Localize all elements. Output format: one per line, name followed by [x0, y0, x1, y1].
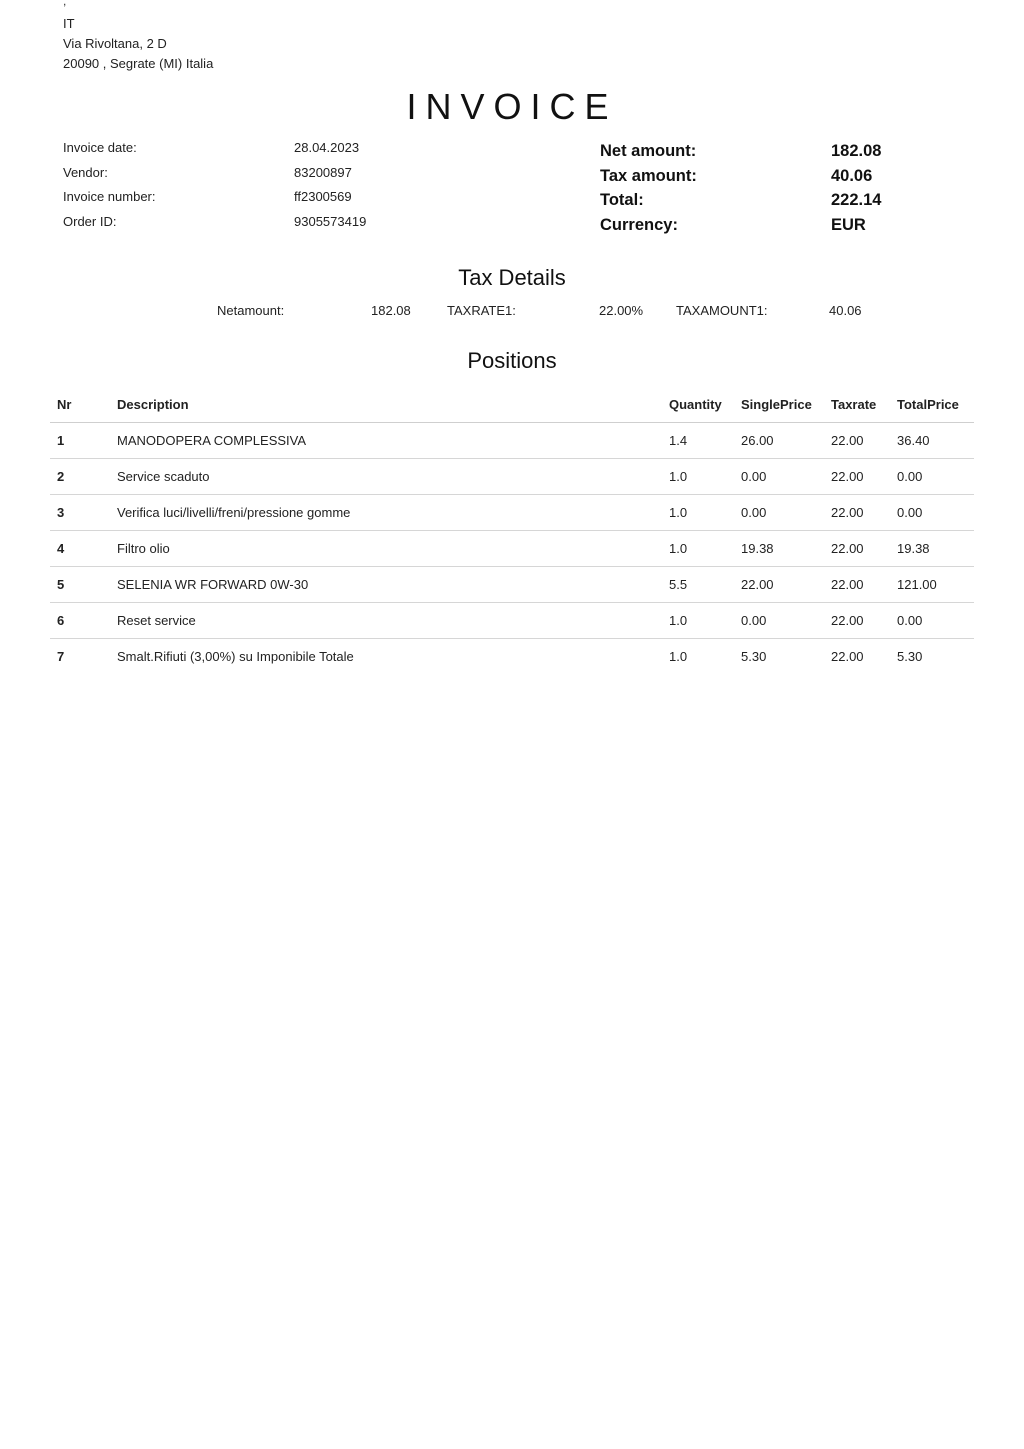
cell-single-price: 0.00: [734, 603, 824, 639]
cell-total-price: 36.40: [890, 423, 974, 459]
cell-total-price: 19.38: [890, 531, 974, 567]
cell-taxrate: 22.00: [824, 567, 890, 603]
cell-single-price: 22.00: [734, 567, 824, 603]
cell-total-price: 0.00: [890, 495, 974, 531]
table-row: [50, 639, 974, 675]
cell-quantity: 1.0: [662, 459, 734, 495]
taxamount-label: TAXAMOUNT1:: [676, 303, 768, 318]
meta-label: Vendor:: [63, 164, 108, 180]
cell-quantity: 1.0: [662, 603, 734, 639]
table-row: [50, 531, 974, 567]
cell-nr: 1: [50, 423, 110, 459]
cell-total-price: 0.00: [890, 459, 974, 495]
table-row: [50, 495, 974, 531]
meta-label: Order ID:: [63, 213, 117, 229]
cell-taxrate: 22.00: [824, 531, 890, 567]
meta-label: Invoice number:: [63, 189, 156, 204]
taxrate-value: 22.00%: [599, 303, 644, 318]
cell-description: SELENIA WR FORWARD 0W-30: [110, 567, 662, 603]
column-header-description: Description: [110, 386, 662, 423]
cell-taxrate: 22.00: [824, 495, 890, 531]
cell-taxrate: 22.00: [824, 459, 890, 495]
tax-details-row: [0, 303, 1024, 321]
top-mark: ,: [63, 0, 67, 8]
cell-nr: 7: [57, 649, 65, 664]
cell-single-price: 0.00: [734, 495, 824, 531]
cell-nr: 6: [50, 603, 110, 639]
taxrate-label: TAXRATE1:: [447, 303, 516, 318]
taxamount-value: 40.06: [829, 303, 862, 318]
cell-nr: 4: [50, 531, 110, 567]
cell-nr: 3: [50, 495, 110, 531]
summary-value: EUR: [831, 215, 866, 234]
summary-label: Tax amount:: [600, 166, 697, 185]
netamount-value: 182.08: [371, 303, 411, 318]
summary-label: Total:: [600, 191, 644, 209]
address-line: 20090 , Segrate (MI) Italia: [63, 56, 214, 71]
cell-description: Service scaduto: [110, 459, 662, 495]
tax-details-title: Tax Details: [458, 265, 566, 290]
table-row: [50, 603, 974, 639]
invoice-title: INVOICE: [406, 86, 618, 127]
cell-single-price: 26.00: [734, 423, 824, 459]
summary-label: Currency:: [600, 215, 678, 234]
cell-single-price: 19.38: [734, 531, 824, 567]
cell-description: Smalt.Rifiuti (3,00%) su Imponibile Totale: [117, 649, 354, 664]
address-line: IT: [63, 16, 75, 31]
cell-taxrate: 22.00: [824, 603, 890, 639]
cell-quantity: 5.5: [662, 567, 734, 603]
table-row: [50, 567, 974, 603]
netamount-label: Netamount:: [217, 303, 285, 318]
table-header-row: [50, 386, 974, 423]
meta-value: 28.04.2023: [294, 140, 360, 155]
summary-value: 182.08: [831, 142, 882, 160]
cell-description: Reset service: [110, 603, 662, 639]
table-row: [50, 423, 974, 459]
meta-value: 83200897: [294, 164, 352, 180]
summary-value: 40.06: [831, 166, 873, 185]
summary-value: 222.14: [831, 191, 882, 209]
positions-title: Positions: [467, 348, 557, 373]
cell-quantity: 1.4: [662, 423, 734, 459]
column-header-taxrate: Taxrate: [824, 386, 890, 423]
meta-label: Invoice date:: [63, 140, 137, 155]
cell-quantity: 1.0: [662, 495, 734, 531]
vendor-address: [63, 14, 213, 74]
meta-value: 9305573419: [294, 213, 367, 229]
cell-quantity: 1.0: [669, 649, 688, 664]
column-header-quantity: Quantity: [662, 386, 734, 423]
cell-description: MANODOPERA COMPLESSIVA: [110, 423, 662, 459]
cell-total-price: 121.00: [890, 567, 974, 603]
column-header-single-price: SinglePrice: [734, 386, 824, 423]
cell-single-price: 5.30: [741, 649, 767, 664]
cell-taxrate: 22.00: [824, 423, 890, 459]
summary-label: Net amount:: [600, 142, 697, 160]
cell-nr: 2: [50, 459, 110, 495]
table-row: [50, 459, 974, 495]
cell-total-price: 5.30: [897, 649, 923, 664]
meta-value: ff2300569: [294, 189, 352, 204]
column-header-total-price: TotalPrice: [890, 386, 974, 423]
positions-table: [50, 386, 974, 674]
cell-description: Verifica luci/livelli/freni/pressione gomme: [110, 495, 662, 531]
cell-description: Filtro olio: [110, 531, 662, 567]
cell-taxrate: 22.00: [831, 649, 864, 664]
column-header-nr: Nr: [50, 386, 110, 423]
cell-quantity: 1.0: [662, 531, 734, 567]
cell-single-price: 0.00: [734, 459, 824, 495]
address-line: Via Rivoltana, 2 D: [63, 36, 167, 51]
cell-nr: 5: [50, 567, 110, 603]
cell-total-price: 0.00: [890, 603, 974, 639]
